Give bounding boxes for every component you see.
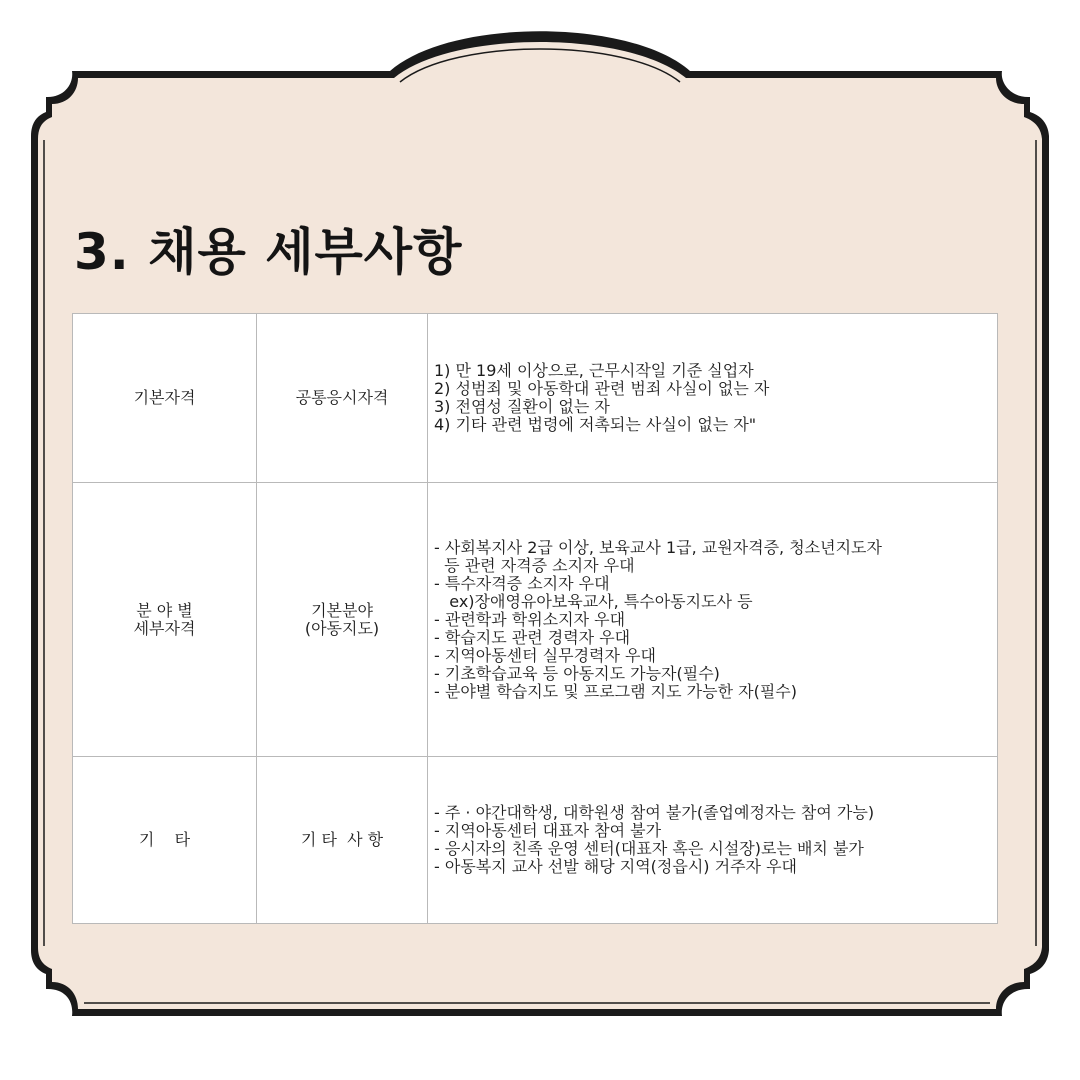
- category-cell: [73, 314, 257, 483]
- category-label: 기 타: [138, 830, 191, 849]
- detail-line: - 지역아동센터 대표자 참여 불가: [434, 821, 662, 840]
- detail-line: - 주 · 야간대학생, 대학원생 참여 불가(졸업예정자는 참여 가능): [434, 803, 875, 822]
- field-label: 기 타 사 항: [300, 830, 384, 849]
- field-cell: [257, 483, 428, 757]
- field-cell: [257, 757, 428, 924]
- detail-line: - 기초학습교육 등 아동지도 가능자(필수): [434, 663, 720, 683]
- detail-line: - 아동복지 교사 선발 해당 지역(정읍시) 거주자 우대: [434, 857, 797, 876]
- detail-line: 등 관련 자격증 소지자 우대: [434, 555, 635, 575]
- table-row: [73, 757, 998, 924]
- field-label: 공통응시자격: [295, 388, 389, 407]
- requirements-table: [72, 313, 998, 924]
- detail-line: - 특수자격증 소지자 우대: [434, 573, 610, 593]
- table-row: [73, 314, 998, 483]
- detail-line: 4) 기타 관련 법령에 저촉되는 사실이 없는 자": [434, 415, 757, 434]
- detail-line: 2) 성범죄 및 아동학대 관련 범죄 사실이 없는 자: [434, 379, 770, 398]
- detail-line: ex)장애영유아보육교사, 특수아동지도사 등: [434, 591, 753, 611]
- detail-line: 3) 전염성 질환이 없는 자: [434, 397, 610, 416]
- detail-line: - 사회복지사 2급 이상, 보육교사 1급, 교원자격증, 청소년지도자: [434, 537, 882, 557]
- details-cell: [428, 483, 998, 757]
- field-cell: [257, 314, 428, 483]
- detail-line: - 분야별 학습지도 및 프로그램 지도 가능한 자(필수): [434, 681, 797, 701]
- table-row: [73, 483, 998, 757]
- field-label: 기본분야 (아동지도): [304, 600, 380, 638]
- detail-line: - 응시자의 친족 운영 센터(대표자 혹은 시설장)로는 배치 불가: [434, 839, 864, 858]
- details-cell: [428, 757, 998, 924]
- details-cell: [428, 314, 998, 483]
- category-label: 기본자격: [133, 388, 196, 407]
- detail-line: - 학습지도 관련 경력자 우대: [434, 627, 631, 647]
- detail-line: - 지역아동센터 실무경력자 우대: [434, 645, 656, 665]
- detail-line: 1) 만 19세 이상으로, 근무시작일 기준 실업자: [434, 361, 754, 380]
- category-label: 분 야 별 세부자격: [133, 600, 196, 638]
- category-cell: [73, 483, 257, 757]
- detail-line: - 관련학과 학위소지자 우대: [434, 609, 626, 629]
- category-cell: [73, 757, 257, 924]
- page-title: 3. 채용 세부사항: [74, 223, 463, 281]
